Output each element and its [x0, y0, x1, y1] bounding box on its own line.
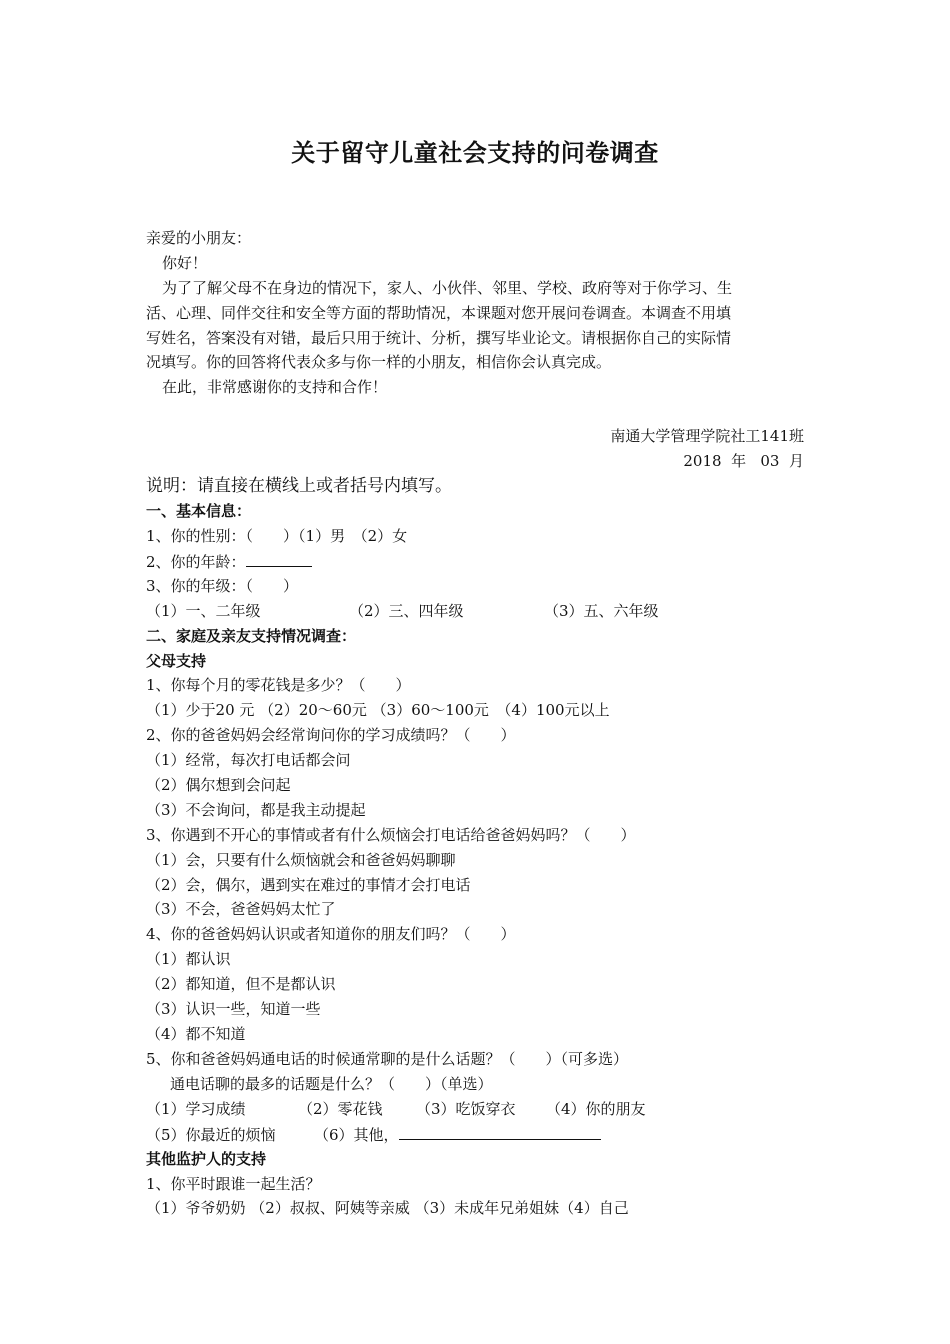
intro-line: 活、心理、同伴交往和安全等方面的帮助情况，本课题对您开展问卷调查。本调查不用填 — [146, 304, 732, 322]
section-heading: 一、基本信息： — [146, 502, 252, 520]
option: （2）偶尔想到会问起 — [146, 776, 291, 794]
answer-blank[interactable] — [399, 1124, 601, 1140]
option: （3）不会询问，都是我主动提起 — [146, 801, 366, 819]
question-call-topics: 5、你和爸爸妈妈通电话的时候通常聊的是什么话题？（ ）（可多选） — [146, 1050, 629, 1068]
option: （4）你的朋友 — [546, 1100, 646, 1118]
subsection-heading: 其他监护人的支持 — [146, 1150, 267, 1168]
grade-options — [146, 601, 659, 621]
option: （6）其他， — [314, 1126, 399, 1144]
option: （2）都知道，但不是都认识 — [146, 975, 336, 993]
option: （1）经常，每次打电话都会问 — [146, 751, 351, 769]
question-gender: 1、你的性别：（ ）（1）男 （2）女 — [146, 527, 408, 545]
hello: 你好！ — [162, 254, 208, 272]
question-live-with: 1、你平时跟谁一起生活？ — [146, 1175, 321, 1193]
date: 2018 年 03 月 — [683, 452, 804, 470]
option: （2）三、四年级 — [349, 602, 464, 620]
intro-line: 写姓名，答案没有对错，最后只用于统计、分析，撰写毕业论文。请根据你自己的实际情 — [146, 329, 732, 347]
question-grades-asked: 2、你的爸爸妈妈会经常询问你的学习成绩吗？（ ） — [146, 726, 516, 744]
option: （1）学习成绩 — [146, 1100, 246, 1118]
question-top-topic: 通电话聊的最多的话题是什么？（ ）（单选） — [170, 1075, 493, 1093]
allowance-options: （1）少于20 元 （2）20～60元 （3）60～100元 （4）100元以上 — [146, 701, 610, 719]
option: （4）都不知道 — [146, 1025, 246, 1043]
question-call-parents: 3、你遇到不开心的事情或者有什么烦恼会打电话给爸爸妈妈吗？（ ） — [146, 826, 636, 844]
option: （1）都认识 — [146, 950, 231, 968]
question-allowance: 1、你每个月的零花钱是多少？（ ） — [146, 676, 411, 694]
option: （3）认识一些，知道一些 — [146, 1000, 321, 1018]
signature: 南通大学管理学院社工141班 — [610, 427, 804, 445]
question-grade: 3、你的年级：（ ） — [146, 577, 299, 595]
option: （1）一、二年级 — [146, 602, 261, 620]
section-heading: 二、家庭及亲友支持情况调查： — [146, 627, 357, 645]
thanks: 在此，非常感谢你的支持和合作！ — [162, 378, 388, 396]
topic-options — [146, 1099, 646, 1119]
option: （3）吃饭穿衣 — [416, 1100, 516, 1118]
answer-blank[interactable] — [246, 551, 312, 567]
intro-line: 为了了解父母不在身边的情况下，家人、小伙伴、邻里、学校、政府等对于你学习、生 — [162, 279, 733, 297]
option: （2）零花钱 — [298, 1100, 383, 1118]
option: （1）会，只要有什么烦恼就会和爸爸妈妈聊聊 — [146, 851, 456, 869]
greeting: 亲爱的小朋友： — [146, 229, 252, 247]
option: （3）不会，爸爸妈妈太忙了 — [146, 900, 336, 918]
instruction: 说明：请直接在横线上或者括号内填写。 — [146, 476, 452, 496]
option: （5）你最近的烦恼 — [146, 1126, 276, 1144]
question-know-friends: 4、你的爸爸妈妈认识或者知道你的朋友们吗？（ ） — [146, 925, 516, 943]
page-title: 关于留守儿童社会支持的问卷调查 — [291, 138, 659, 167]
question-text: 2、你的年龄： — [146, 553, 246, 571]
subsection-heading: 父母支持 — [146, 652, 207, 670]
question-age — [146, 551, 312, 572]
live-with-options: （1）爷爷奶奶 （2）叔叔、阿姨等亲威 （3）未成年兄弟姐妹（4）自己 — [146, 1199, 629, 1217]
option: （3）五、六年级 — [544, 602, 659, 620]
option: （2）会，偶尔，遇到实在难过的事情才会打电话 — [146, 876, 471, 894]
intro-line: 况填写。你的回答将代表众多与你一样的小朋友，相信你会认真完成。 — [146, 353, 612, 371]
topic-options — [146, 1124, 601, 1145]
